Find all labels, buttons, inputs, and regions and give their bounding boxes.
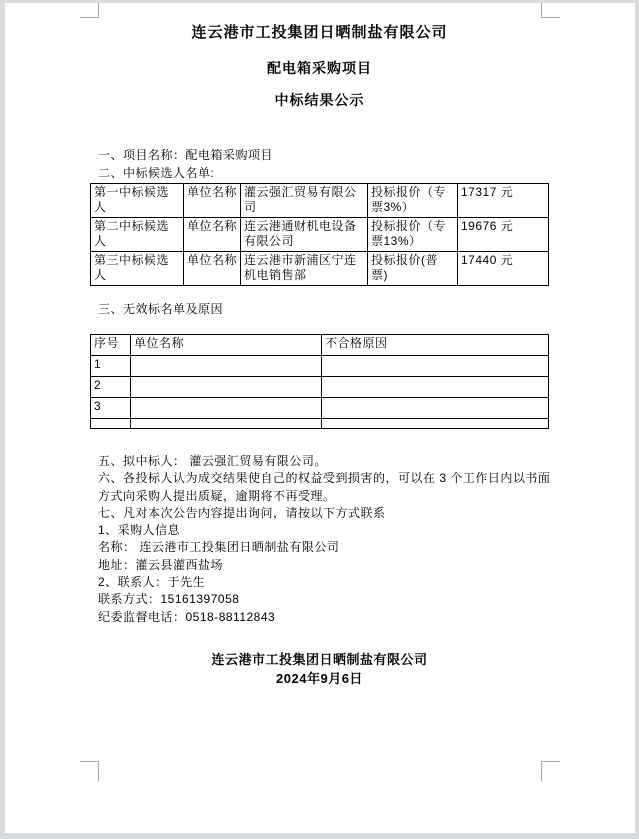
invalid-header-index: 序号 <box>91 335 131 356</box>
invalid-reason-cell <box>322 419 549 429</box>
candidate-rank-cell: 第三中标候选人 <box>91 252 184 286</box>
invalid-index-cell <box>91 419 131 429</box>
section-item-7: 七、凡对本次公告内容提出询问，请按以下方式联系 <box>98 505 386 520</box>
invalid-header-company: 单位名称 <box>131 335 322 356</box>
buyer-address-line: 地址：灌云县灌西盐场 <box>98 557 224 572</box>
crop-mark-top-left-icon <box>80 3 99 18</box>
invalid-company-cell <box>131 377 322 398</box>
table-row <box>91 218 549 252</box>
candidate-price-cell: 17317 元 <box>458 184 549 218</box>
invalid-reason-cell <box>322 356 549 377</box>
candidate-company-cell: 连云港通财机电设备有限公司 <box>241 218 368 252</box>
crop-mark-top-right-icon <box>541 3 560 18</box>
contact-phone-line: 联系方式：15161397058 <box>98 592 240 607</box>
signature-company: 连云港市工投集团日晒制盐有限公司 <box>211 652 428 667</box>
table-row <box>91 377 549 398</box>
signature-date: 2024年9月6日 <box>276 670 363 686</box>
supervision-phone-line: 纪委监督电话：0518-88112843 <box>98 609 276 624</box>
invalid-company-cell <box>131 419 322 429</box>
table-row <box>91 398 549 419</box>
section-project-and-candidates <box>98 146 553 182</box>
candidate-price-cell: 19676 元 <box>458 218 549 252</box>
table-row <box>91 252 549 286</box>
candidate-price-label-cell: 投标报价（专票13%） <box>368 218 458 252</box>
buyer-info-heading: 1、采购人信息 <box>98 523 181 538</box>
body-text-block <box>98 453 553 626</box>
invalid-bids-table <box>90 334 549 429</box>
crop-mark-bottom-left-icon <box>80 761 99 781</box>
section-item-3: 三、无效标名单及原因 <box>98 302 224 316</box>
table-row <box>91 356 549 377</box>
table-header-row <box>91 335 549 356</box>
invalid-reason-cell <box>322 398 549 419</box>
section-invalid-bids-heading <box>98 300 553 318</box>
section-item-1: 一、项目名称：配电箱采购项目 <box>98 148 274 162</box>
table-row <box>91 419 549 429</box>
buyer-name-line: 名称： 连云港市工投集团日晒制盐有限公司 <box>98 540 340 555</box>
candidate-price-label-cell: 投标报价（专票3%） <box>368 184 458 218</box>
section-item-6: 六、各投标人认为成交结果使自己的权益受到损害的，可以在 3 个工作日内以书面方式向采购人提出质疑，逾期将不再受理。 <box>98 471 551 503</box>
invalid-company-cell <box>131 398 322 419</box>
candidate-field-cell: 单位名称 <box>184 184 241 218</box>
invalid-index-cell: 1 <box>91 356 131 377</box>
invalid-header-reason: 不合格原因 <box>322 335 549 356</box>
table-row <box>91 184 549 218</box>
section-item-5: 五、拟中标人： 灌云强汇贸易有限公司。 <box>98 454 327 468</box>
candidate-company-cell: 连云港市新浦区宁连机电销售部 <box>241 252 368 286</box>
candidate-price-cell: 17440 元 <box>458 252 549 286</box>
document-page <box>5 3 635 833</box>
invalid-reason-cell <box>322 377 549 398</box>
candidate-field-cell: 单位名称 <box>184 252 241 286</box>
invalid-index-cell: 3 <box>91 398 131 419</box>
crop-mark-bottom-right-icon <box>541 761 560 781</box>
section-item-2: 二、中标候选人名单: <box>98 166 215 180</box>
invalid-index-cell: 2 <box>91 377 131 398</box>
candidate-price-label-cell: 投标报价(普票) <box>368 252 458 286</box>
document-title-company: 连云港市工投集团日晒制盐有限公司 <box>191 24 448 41</box>
candidate-rank-cell: 第一中标候选人 <box>91 184 184 218</box>
candidate-field-cell: 单位名称 <box>184 218 241 252</box>
contact-person-line: 2、联系人：于先生 <box>98 575 206 590</box>
candidate-rank-cell: 第二中标候选人 <box>91 218 184 252</box>
candidate-company-cell: 灌云强汇贸易有限公司 <box>241 184 368 218</box>
document-title-project: 配电箱采购项目 <box>267 60 372 76</box>
candidates-table <box>90 183 549 286</box>
invalid-company-cell <box>131 356 322 377</box>
signature-block <box>98 651 541 688</box>
document-title-announcement: 中标结果公示 <box>274 92 365 108</box>
